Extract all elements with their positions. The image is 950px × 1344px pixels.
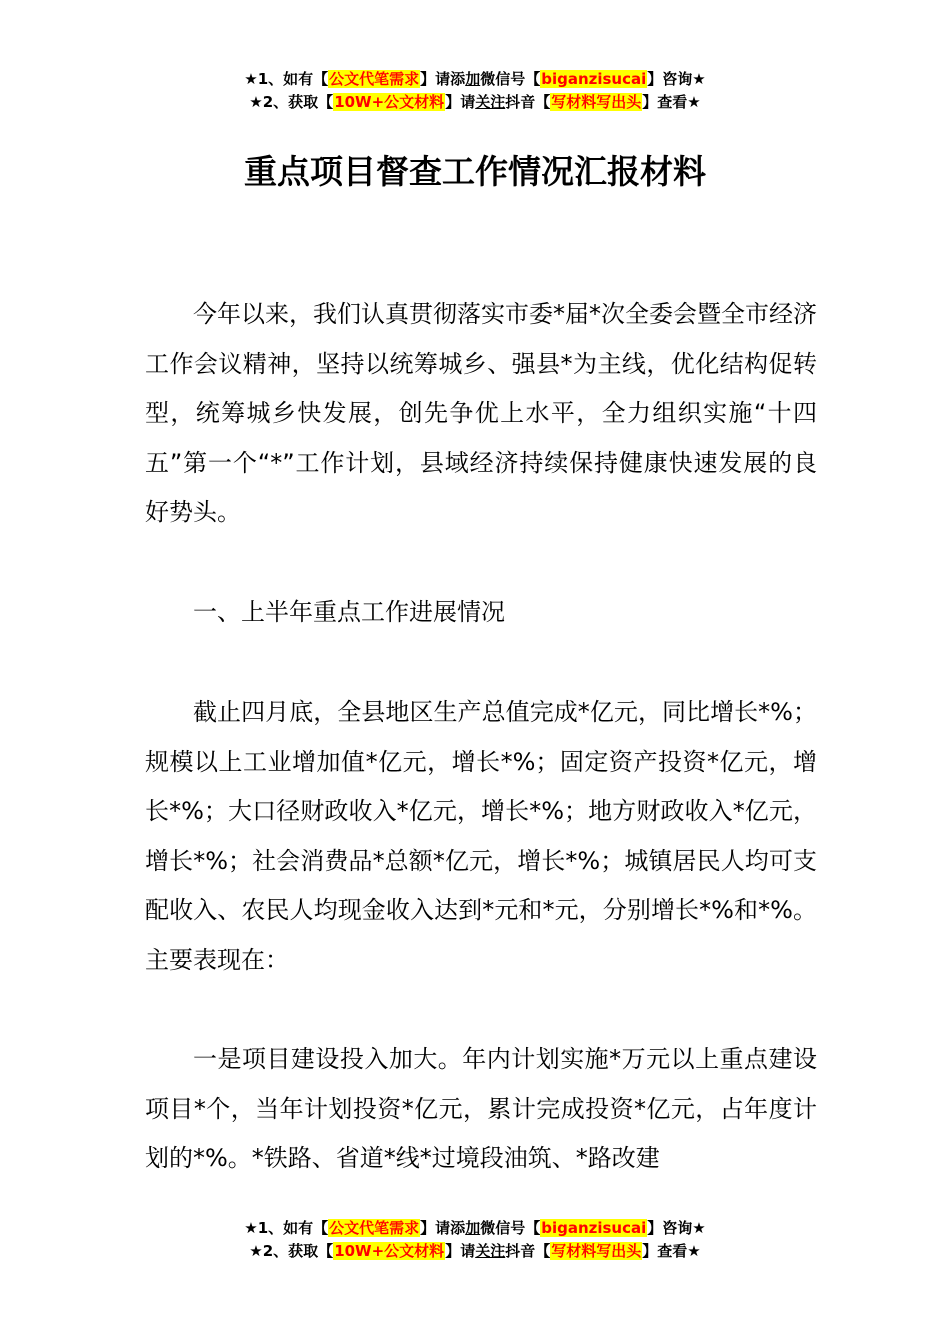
notice-underlined-text: 关注 [475,93,506,111]
header-notice-line-2 [0,91,950,114]
highlight-service: 公文代笔需求 [329,1219,420,1237]
document-title: 重点项目督查工作情况汇报材料 [244,152,706,191]
notice-text: 】查看★ [642,93,701,111]
paragraph-projects: 一是项目建设投入加大。年内计划实施*万元以上重点建设项目*个，当年计划投资*亿元，累计完成投资*亿元，占年度计划的*%。*铁路、省道*线*过境段油筑、*路改建 [145,1045,817,1172]
notice-text: 】请 [445,1242,476,1260]
notice-text: 】咨询★ [647,70,706,88]
notice-text: ★1、如有【 [244,70,329,88]
paragraph-intro: 今年以来，我们认真贯彻落实市委*届*次全委会暨全市经济工作会议精神，坚持以统筹城乡、强县*为主线，优化结构促转型，统筹城乡快发展，创先争优上水平，全力组织实施“十四五”第一个“*”工作计划，县域经济持续保持健康快速发展的良好势头。 [145,300,817,526]
notice-text: 微信号【 [480,1219,541,1237]
highlight-douyin-account: 写材料写出头 [551,1242,642,1260]
footer-notice [0,1217,950,1263]
notice-text: ★2、获取【 [249,93,334,111]
paragraph-statistics: 截止四月底，全县地区生产总值完成*亿元，同比增长*%；规模以上工业增加值*亿元，增长*%；固定资产投资*亿元，增长*%；大口径财政收入*亿元，增长*%；地方财政收入*亿元，增长*%；社会消费品*总额*亿元，增长*%；城镇居民人均可支配收入、农民人均现金收入达到*元和*元，分别增长*%和*%。主要表现在： [145,698,817,974]
notice-text: ★1、如有【 [244,1219,329,1237]
notice-text: 微信号【 [480,70,541,88]
notice-text: 】请 [445,93,476,111]
footer-notice-line-2 [0,1240,950,1263]
footer-notice-line-1 [0,1217,950,1240]
highlight-service: 公文代笔需求 [329,70,420,88]
header-notice [0,68,950,114]
highlight-materials: 10W+公文材料 [334,93,445,111]
notice-underlined-text: 关注 [475,1242,506,1260]
section-heading-1: 一、上半年重点工作进展情况 [193,598,505,626]
notice-text: 抖音【 [505,1242,551,1260]
notice-text: 】查看★ [642,1242,701,1260]
highlight-wechat-id: biganzisucai [541,70,647,88]
notice-text: 】请添 [420,1219,466,1237]
notice-text: 】咨询★ [647,1219,706,1237]
notice-underlined-text: 加 [465,70,481,88]
highlight-wechat-id: biganzisucai [541,1219,647,1237]
notice-underlined-text: 加 [465,1219,481,1237]
notice-text: ★2、获取【 [249,1242,334,1260]
highlight-douyin-account: 写材料写出头 [551,93,642,111]
header-notice-line-1 [0,68,950,91]
highlight-materials: 10W+公文材料 [334,1242,445,1260]
notice-text: 】请添 [420,70,466,88]
notice-text: 抖音【 [505,93,551,111]
